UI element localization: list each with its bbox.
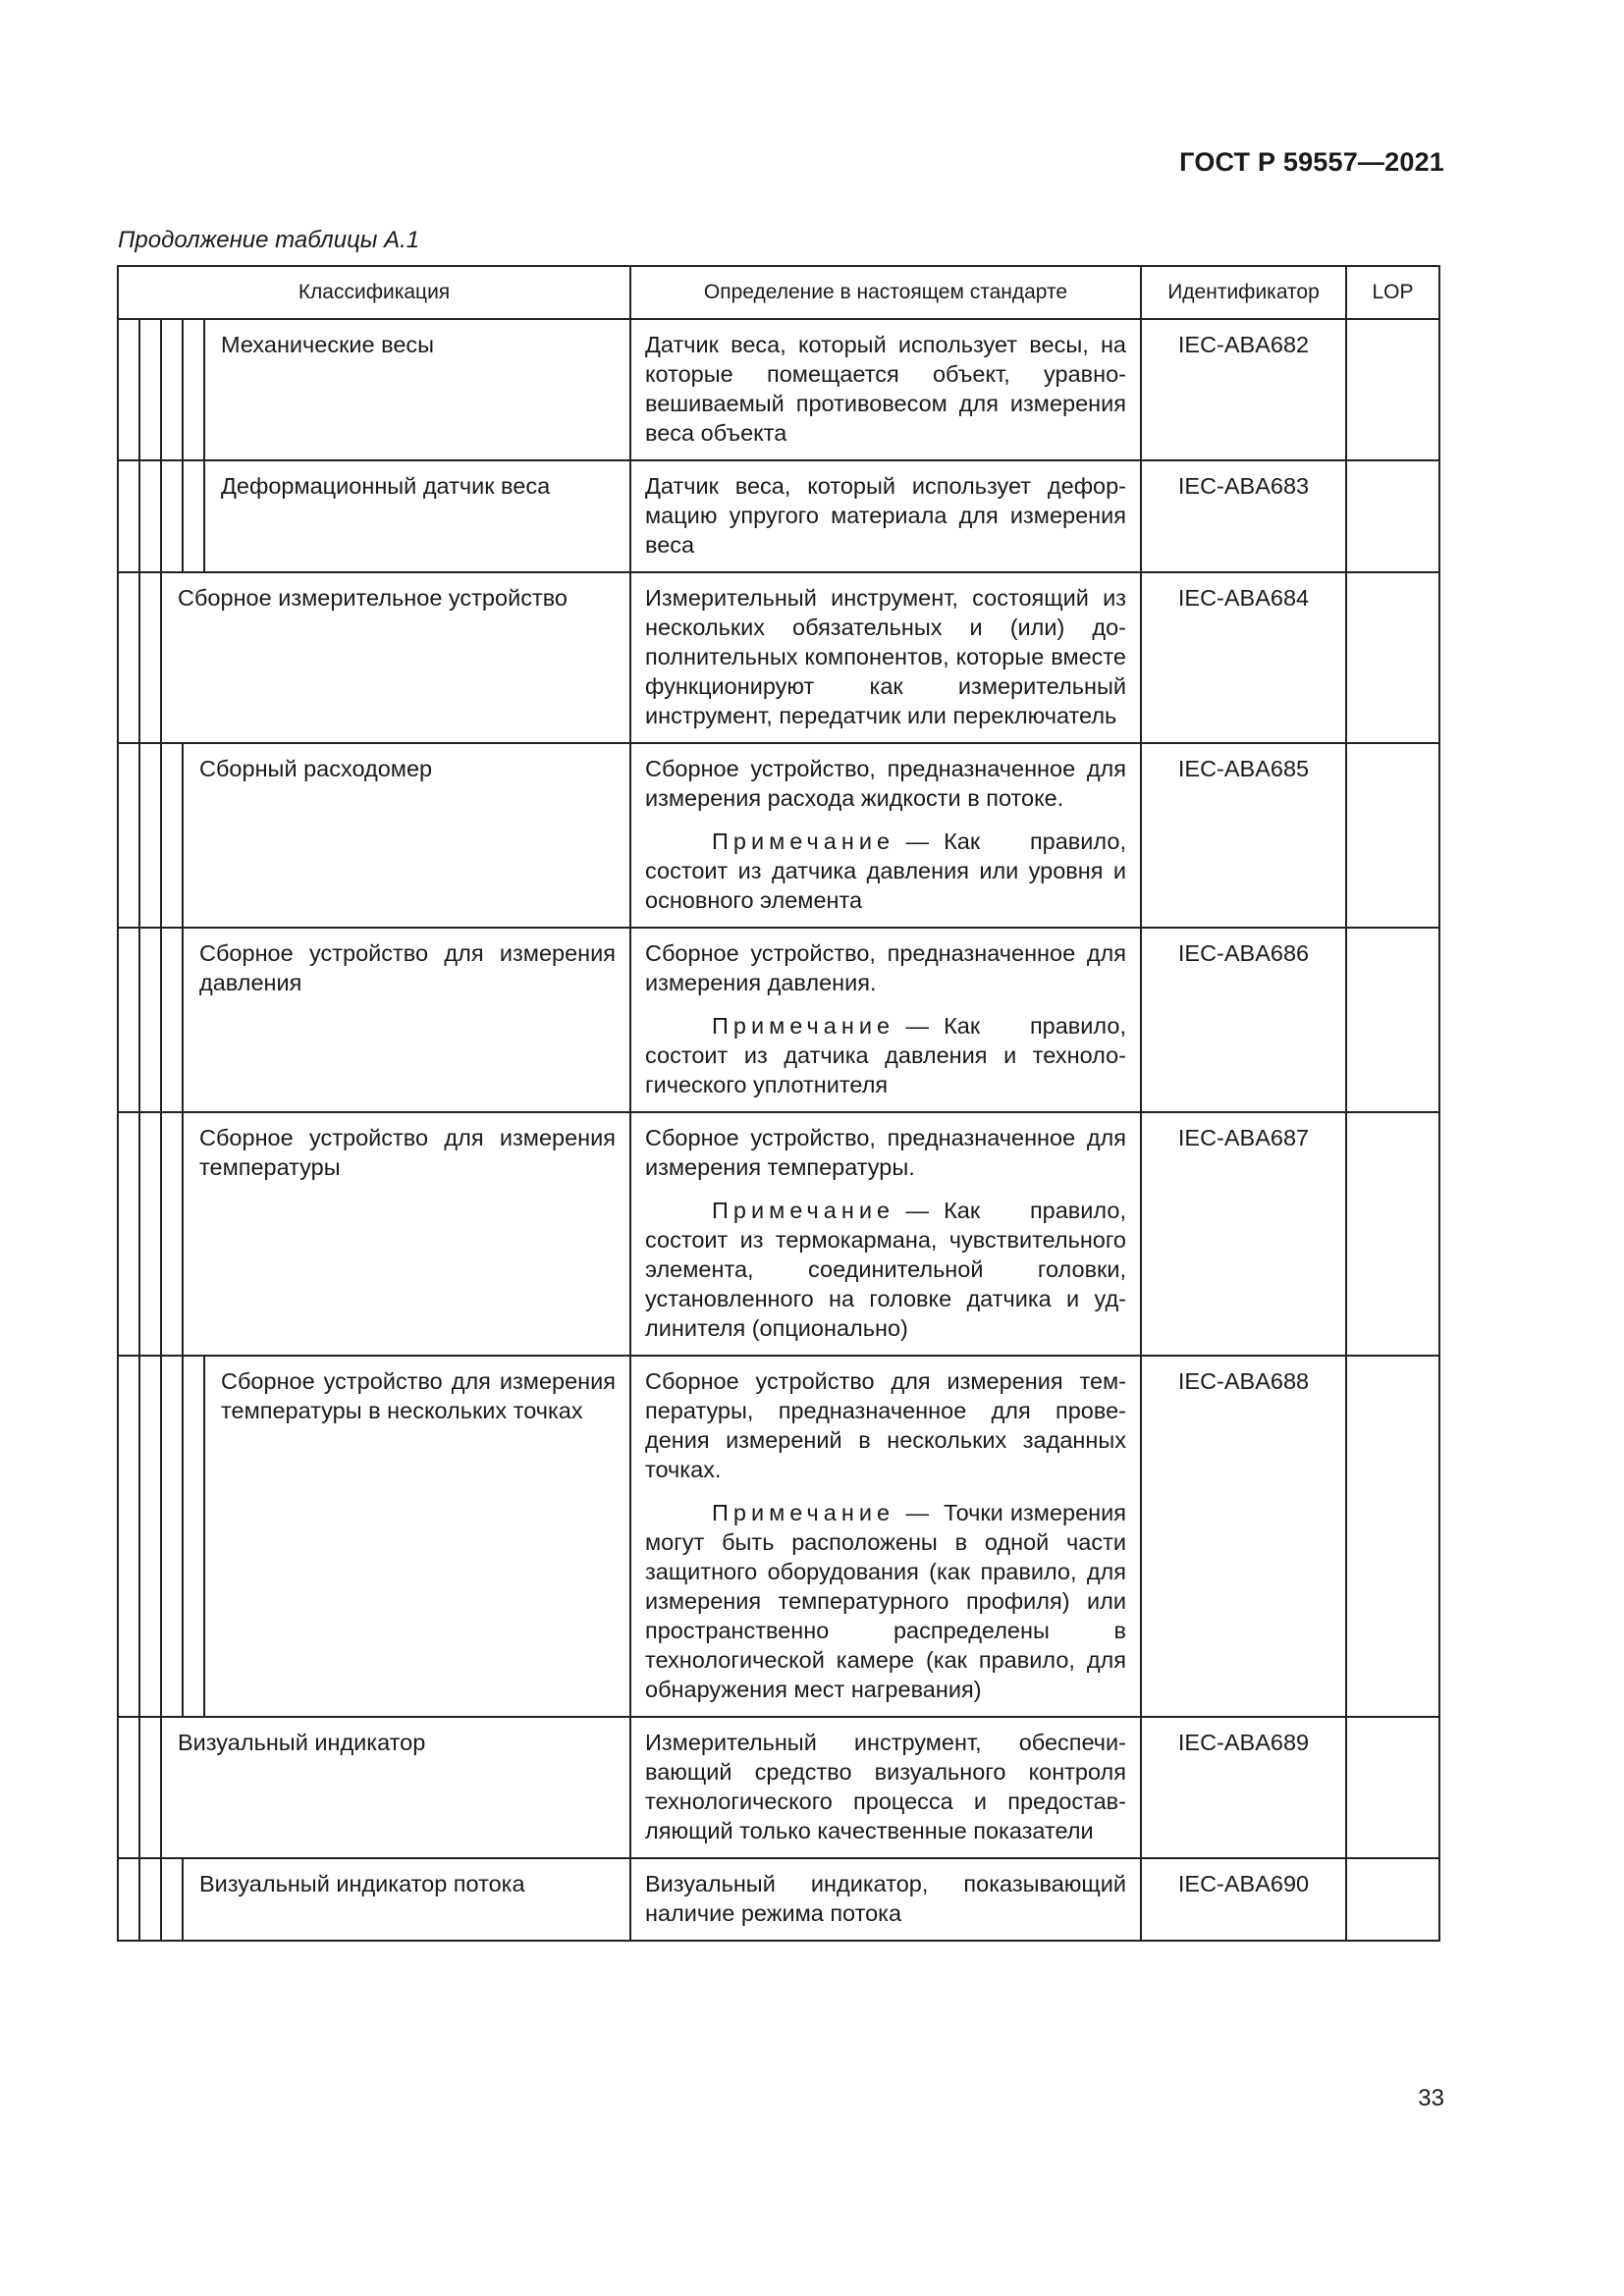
definition-text: Сборное устройство для измерения температуры, предназначенное для проведения измерений в нескольких заданных точках. <box>645 1368 1126 1482</box>
classification-term: Визуальный индикатор потока <box>199 1871 525 1896</box>
definition-note <box>645 827 1126 915</box>
identifier-cell: IEC-ABA690 <box>1141 1858 1346 1941</box>
classification-cell <box>118 928 630 1112</box>
hierarchy-level-guide <box>119 929 140 1111</box>
lop-cell <box>1346 1356 1439 1717</box>
note-text: Как правило, состоит из датчика давления и технологического уплотнителя <box>645 1013 1126 1097</box>
identifier-cell: IEC-ABA689 <box>1141 1717 1346 1858</box>
definition-text: Датчик веса, который использует деформацию упругого материала для измерения веса <box>645 473 1126 558</box>
definition-text: Датчик веса, который использует весы, на которые помещается объект, уравновешиваемый противовесом для измерения веса объекта <box>645 332 1126 446</box>
hierarchy-level-guide <box>140 1357 162 1716</box>
hierarchy-level-guide <box>119 1113 140 1355</box>
definition-text: Сборное устройство, предназначенное для измерения температуры. <box>645 1125 1126 1180</box>
table-body <box>118 319 1439 1941</box>
table-caption: Продолжение таблицы А.1 <box>118 227 420 253</box>
definition-cell <box>630 1112 1141 1356</box>
classification-term: Сборное измерительное устройство <box>178 585 568 611</box>
column-header-definition: Определение в настоящем стандарте <box>630 266 1141 319</box>
hierarchy-level-guide <box>140 929 162 1111</box>
classification-term: Сборное устройство для измерения температуры <box>199 1125 616 1180</box>
lop-cell <box>1346 460 1439 572</box>
lop-cell <box>1346 572 1439 743</box>
column-header-lop: LOP <box>1346 266 1439 319</box>
hierarchy-level-guide <box>140 461 162 571</box>
table-row <box>118 572 1439 743</box>
table-row <box>118 1356 1439 1717</box>
hierarchy-level-guide <box>162 1859 184 1940</box>
hierarchy-level-guide <box>119 744 140 927</box>
classification-cell <box>118 1112 630 1356</box>
note-text: Как правило, состоит из датчика давления или уровня и основного элемента <box>645 828 1126 913</box>
definition-text: Измерительный инструмент, состоящий из нескольких обязательных и (или) дополнительных компонентов, которые вместе функционируют как измерительный инструмент, передатчик или переключатель <box>645 585 1126 728</box>
note-text: Как правило, состоит из термокармана, чувствительного элемента, соединительной головки, установленного на головке датчика и удлинителя (опционально) <box>645 1198 1126 1341</box>
classification-term: Визуальный индикатор <box>178 1730 426 1755</box>
table-row <box>118 743 1439 928</box>
definition-note <box>645 1196 1126 1343</box>
definition-cell <box>630 1356 1141 1717</box>
hierarchy-level-guide <box>184 461 205 571</box>
lop-cell <box>1346 743 1439 928</box>
classification-cell <box>118 1858 630 1941</box>
table-row <box>118 1858 1439 1941</box>
definition-text: Сборное устройство, предназначенное для измерения расхода жидкости в потоке. <box>645 756 1126 811</box>
identifier-cell: IEC-ABA682 <box>1141 319 1346 460</box>
hierarchy-level-guide <box>162 744 184 927</box>
table-row <box>118 1717 1439 1858</box>
lop-cell <box>1346 1112 1439 1356</box>
hierarchy-level-guide <box>119 1718 140 1857</box>
table-row <box>118 928 1439 1112</box>
classification-term: Сборное устройство для измерения температуры в нескольких точках <box>221 1368 616 1423</box>
definition-cell <box>630 572 1141 743</box>
classification-term: Деформационный датчик веса <box>221 473 551 499</box>
identifier-cell: IEC-ABA684 <box>1141 572 1346 743</box>
definition-cell <box>630 928 1141 1112</box>
note-label: Примечание — <box>712 1500 935 1525</box>
hierarchy-level-guide <box>162 1113 184 1355</box>
definition-text: Измерительный инструмент, обеспечивающий средство визуального контроля технологического процесса и предоставляющий только качественные показатели <box>645 1730 1126 1843</box>
definition-note <box>645 1498 1126 1704</box>
classification-cell <box>118 572 630 743</box>
lop-cell <box>1346 928 1439 1112</box>
classification-table-container <box>117 265 1438 1942</box>
hierarchy-level-guide <box>119 573 140 742</box>
hierarchy-level-guide <box>140 1718 162 1857</box>
definition-cell <box>630 1717 1141 1858</box>
identifier-cell: IEC-ABA683 <box>1141 460 1346 572</box>
hierarchy-level-guide <box>162 929 184 1111</box>
hierarchy-level-guide <box>119 1357 140 1716</box>
identifier-cell: IEC-ABA688 <box>1141 1356 1346 1717</box>
definition-cell <box>630 460 1141 572</box>
column-header-classification: Классификация <box>118 266 630 319</box>
definition-cell <box>630 1858 1141 1941</box>
definition-text: Сборное устройство, предназначенное для измерения давления. <box>645 940 1126 995</box>
hierarchy-level-guide <box>162 320 184 459</box>
hierarchy-level-guide <box>184 1357 205 1716</box>
standard-number: ГОСТ Р 59557—2021 <box>1179 147 1444 177</box>
definition-text: Визуальный индикатор, показывающий наличие режима потока <box>645 1871 1126 1926</box>
hierarchy-level-guide <box>140 744 162 927</box>
classification-cell <box>118 1717 630 1858</box>
lop-cell <box>1346 1858 1439 1941</box>
hierarchy-level-guide <box>140 573 162 742</box>
definition-cell <box>630 743 1141 928</box>
identifier-cell: IEC-ABA685 <box>1141 743 1346 928</box>
table-header-row <box>118 266 1439 319</box>
identifier-cell: IEC-ABA686 <box>1141 928 1346 1112</box>
classification-term: Сборный расходомер <box>199 756 433 781</box>
definition-note <box>645 1011 1126 1099</box>
hierarchy-level-guide <box>162 461 184 571</box>
note-label: Примечание — <box>712 1198 935 1223</box>
classification-term: Сборное устройство для измерения давления <box>199 940 616 995</box>
definition-cell <box>630 319 1141 460</box>
classification-cell <box>118 319 630 460</box>
hierarchy-level-guide <box>140 320 162 459</box>
classification-cell <box>118 743 630 928</box>
hierarchy-level-guide <box>162 1357 184 1716</box>
hierarchy-level-guide <box>119 320 140 459</box>
classification-table <box>117 265 1440 1942</box>
table-row <box>118 1112 1439 1356</box>
hierarchy-level-guide <box>140 1113 162 1355</box>
identifier-cell: IEC-ABA687 <box>1141 1112 1346 1356</box>
hierarchy-level-guide <box>119 1859 140 1940</box>
page-number: 33 <box>1418 2085 1444 2111</box>
table-row <box>118 460 1439 572</box>
note-label: Примечание — <box>712 1013 935 1039</box>
note-label: Примечание — <box>712 828 935 854</box>
lop-cell <box>1346 1717 1439 1858</box>
lop-cell <box>1346 319 1439 460</box>
note-text: Точки измерения могут быть расположены в одной части защитного оборудования (как правило, для измерения температурного профиля) или пространственно распределены в технологической камере (как правило, для обнаружения мест нагревания) <box>645 1500 1126 1702</box>
column-header-identifier: Идентификатор <box>1141 266 1346 319</box>
classification-term: Механические весы <box>221 332 435 357</box>
classification-cell <box>118 1356 630 1717</box>
hierarchy-level-guide <box>119 461 140 571</box>
hierarchy-level-guide <box>140 1859 162 1940</box>
table-row <box>118 319 1439 460</box>
hierarchy-level-guide <box>184 320 205 459</box>
classification-cell <box>118 460 630 572</box>
